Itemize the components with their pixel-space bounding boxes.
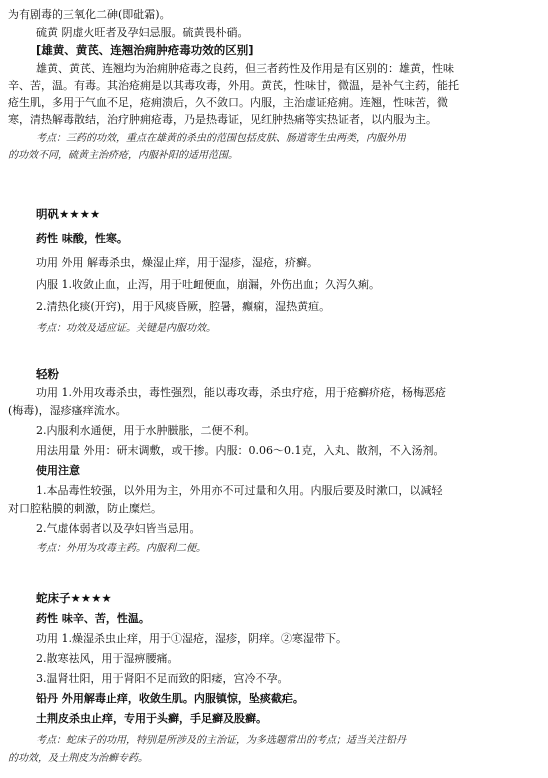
text-line-sulfur-contraindication: 硫黄 阴虚火旺者及孕妇忌服。硫黄畏朴硝。	[36, 26, 249, 39]
alum-exam-note: 考点：功效及适应证。关键是内服功效。	[36, 323, 216, 334]
cnidium-exam-note-line-2: 的功效，及土荆皮为治癣专药。	[8, 753, 148, 764]
paragraph-line-4: 寒，清热解毒散结，治疗肿痈疮毒，乃是热毒证，见红肿热痛等实热证者，以内服为主。	[8, 113, 437, 126]
entry-title-calomel: 轻粉	[36, 367, 59, 381]
exam-note-line-1: 考点：三药的功效，重点在雄黄的杀虫的范围包括皮肤、肠道寄生虫两类，内服外用	[36, 133, 406, 144]
comparison-heading: [雄黄、黄芪、连翘治痈肿疮毒功效的区别]	[36, 43, 254, 57]
calomel-exam-note: 考点：外用为攻毒主药。内服利二便。	[36, 543, 206, 554]
minium-entry: 铅丹 外用解毒止痒，收敛生肌。内服镇惊，坠痰截疟。	[36, 692, 304, 705]
paragraph-line-2: 辛、苦，温。有毒。其治疮痈是以其毒攻毒，外用。黄芪，性味甘，微温，是补气主药，能托	[8, 79, 459, 92]
calomel-precaution-1: 1.本品毒性较强，以外用为主，外用亦不可过量和久用。内服后要及时漱口，以减轻	[36, 484, 443, 497]
cnidium-exam-note-line-1: 考点：蛇床子的功用，特别是所涉及的主治证，为多选题常出的考点；适当关注铅丹	[36, 735, 406, 746]
calomel-precaution-1-cont: 对口腔粘膜的刺激，防止糜烂。	[8, 502, 162, 515]
text-line-arsenic: 为有剧毒的三氧化二砷(即砒霜)。	[8, 8, 171, 21]
calomel-function-1: 功用 1.外用攻毒杀虫，毒性强烈，能以毒攻毒，杀虫疗疮，用于疮癣疥疮，杨梅恶疮	[36, 386, 446, 399]
alum-property: 药性 味酸，性寒。	[36, 232, 128, 245]
paragraph-line-1: 雄黄、黄芪、连翘均为治痈肿疮毒之良药，但三者药性及作用是有区别的：雄黄，性味	[36, 62, 454, 75]
calomel-precautions-heading: 使用注意	[36, 464, 80, 477]
cnidium-function-2: 2.散寒祛风，用于湿痹腰痛。	[36, 652, 179, 665]
cnidium-property: 药性 味辛、苦，性温。	[36, 612, 150, 625]
calomel-function-2: 2.内服利水通便，用于水肿臌胀，二便不利。	[36, 424, 256, 437]
alum-function-3: 2.清热化痰(开窍)，用于风痰昏厥，腔暑，癫痫，湿热黄疸。	[36, 300, 331, 313]
paragraph-line-3: 疮生肌，多用于气血不足，疮痈溃后，久不敛口。内服，主治虚证疮痈。连翘，性味苦，微	[8, 96, 448, 109]
entry-title-alum: 明矾★★★★	[36, 207, 101, 221]
calomel-function-1-cont: (梅毒)，湿疹瘙痒流水。	[8, 404, 127, 417]
exam-note-line-2: 的功效不同，硫黄主治疥疮，内服补阳的适用范围。	[8, 150, 238, 161]
alum-function-1: 功用 外用 解毒杀虫，燥湿止痒，用于湿疹，湿疮，疥癣。	[36, 256, 318, 269]
cnidium-function-1: 功用 1.燥湿杀虫止痒，用于①湿疮，湿疹，阴痒。②寒湿带下。	[36, 632, 347, 645]
pseudolarix-entry: 土荆皮杀虫止痒，专用于头癣，手足癣及股癣。	[36, 712, 267, 725]
entry-title-cnidium: 蛇床子★★★★	[36, 591, 112, 605]
calomel-dosage: 用法用量 外用：研末调敷，或干掺。内服：0.06～0.1克，入丸、散剂，不入汤剂。	[36, 444, 445, 457]
cnidium-function-3: 3.温肾壮阳，用于肾阳不足而致的阳痿，宫冷不孕。	[36, 672, 289, 685]
calomel-precaution-2: 2.气虚体弱者以及孕妇皆当忌用。	[36, 522, 201, 535]
alum-function-2: 内服 1.收敛止血，止泻，用于吐衄便血，崩漏，外伤出血；久泻久痢。	[36, 278, 380, 291]
